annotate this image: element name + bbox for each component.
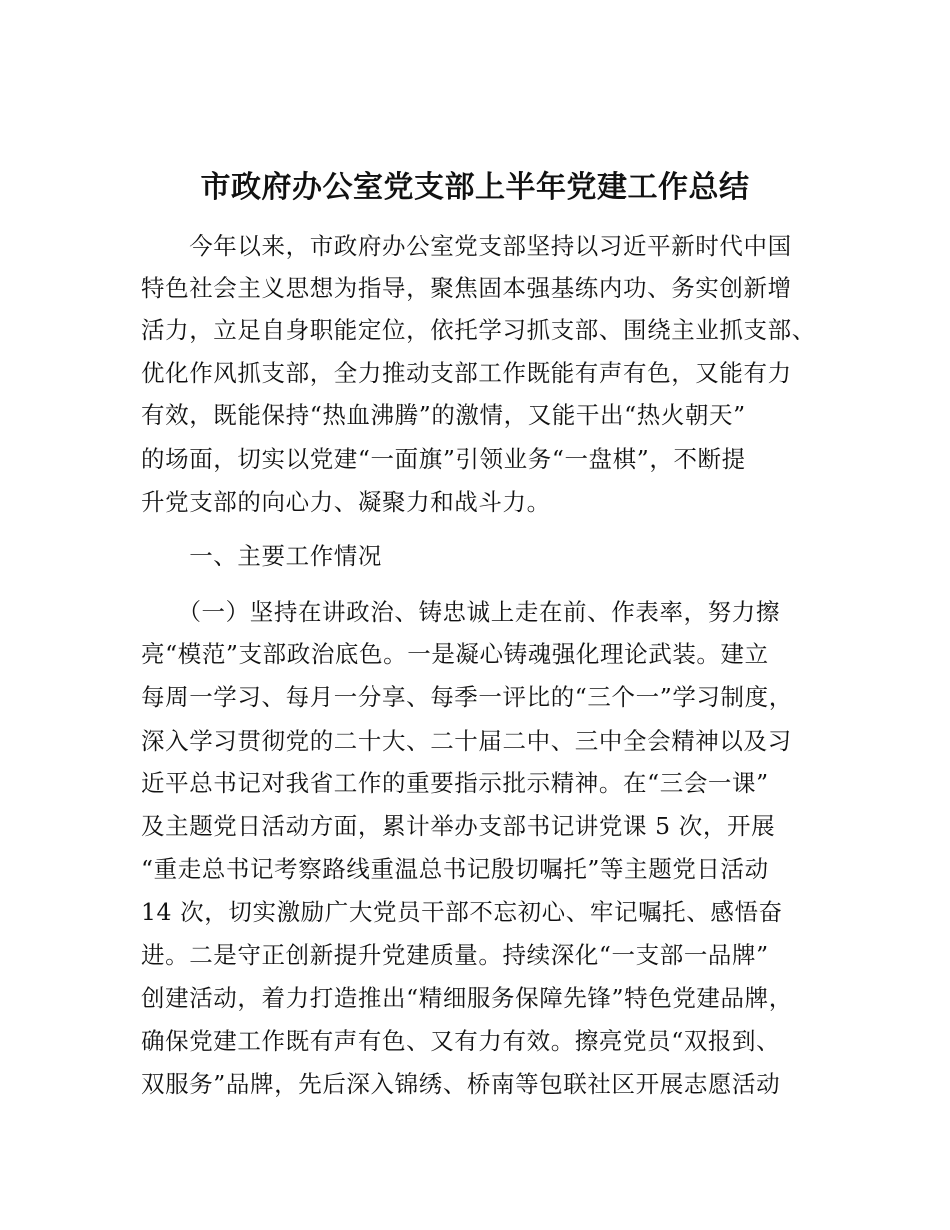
paragraph-line: 14 次，切实激励广大党员干部不忘初心、牢记嘱托、感悟奋 bbox=[141, 898, 783, 926]
paragraph-line: 确保党建工作既有声有色、又有力有效。擦亮党员“双报到、 bbox=[141, 1027, 781, 1055]
paragraph-line: 升党支部的向心力、凝聚力和战斗力。 bbox=[141, 488, 551, 516]
section-heading: 一、主要工作情况 bbox=[141, 542, 382, 570]
paragraph-line: 活力，立足自身职能定位，依托学习抓支部、围绕主业抓支部、 bbox=[141, 316, 816, 344]
paragraph-line: 双服务”品牌，先后深入锦绣、桥南等包联社区开展志愿活动 bbox=[141, 1070, 781, 1098]
document-title: 市政府办公室党支部上半年党建工作总结 bbox=[200, 170, 750, 205]
paragraph-line: 深入学习贯彻党的二十大、二十届二中、三中全会精神以及习 bbox=[141, 727, 792, 755]
paragraph-line: （一）坚持在讲政治、铸忠诚上走在前、作表率，努力擦 bbox=[141, 598, 780, 626]
paragraph-line: 的场面，切实以党建“一面旗”引领业务“一盘棋”，不断提 bbox=[141, 445, 746, 473]
paragraph-line: 特色社会主义思想为指导，聚焦固本强基练内功、务实创新增 bbox=[141, 274, 792, 302]
paragraph-line: “重走总书记考察路线重温总书记殷切嘱托”等主题党日活动 bbox=[141, 855, 769, 883]
paragraph-line: 及主题党日活动方面，累计举办支部书记讲党课 5 次，开展 bbox=[141, 812, 776, 840]
paragraph-line: 近平总书记对我省工作的重要指示批示精神。在“三会一课” bbox=[141, 769, 769, 797]
paragraph-line: 今年以来，市政府办公室党支部坚持以习近平新时代中国 bbox=[141, 232, 792, 260]
paragraph-line: 每周一学习、每月一分享、每季一评比的“三个一”学习制度， bbox=[141, 683, 793, 711]
paragraph-line: 亮“模范”支部政治底色。一是凝心铸魂强化理论武装。建立 bbox=[141, 640, 769, 668]
paragraph-line: 创建活动，着力打造推出“精细服务保障先锋”特色党建品牌， bbox=[141, 984, 793, 1012]
paragraph-line: 优化作风抓支部，全力推动支部工作既能有声有色，又能有力 bbox=[141, 359, 792, 387]
paragraph-line: 进。二是守正创新提升党建质量。持续深化“一支部一品牌” bbox=[141, 941, 769, 969]
paragraph-line: 有效，既能保持“热血沸腾”的激情，又能干出“热火朝天” bbox=[141, 401, 746, 429]
